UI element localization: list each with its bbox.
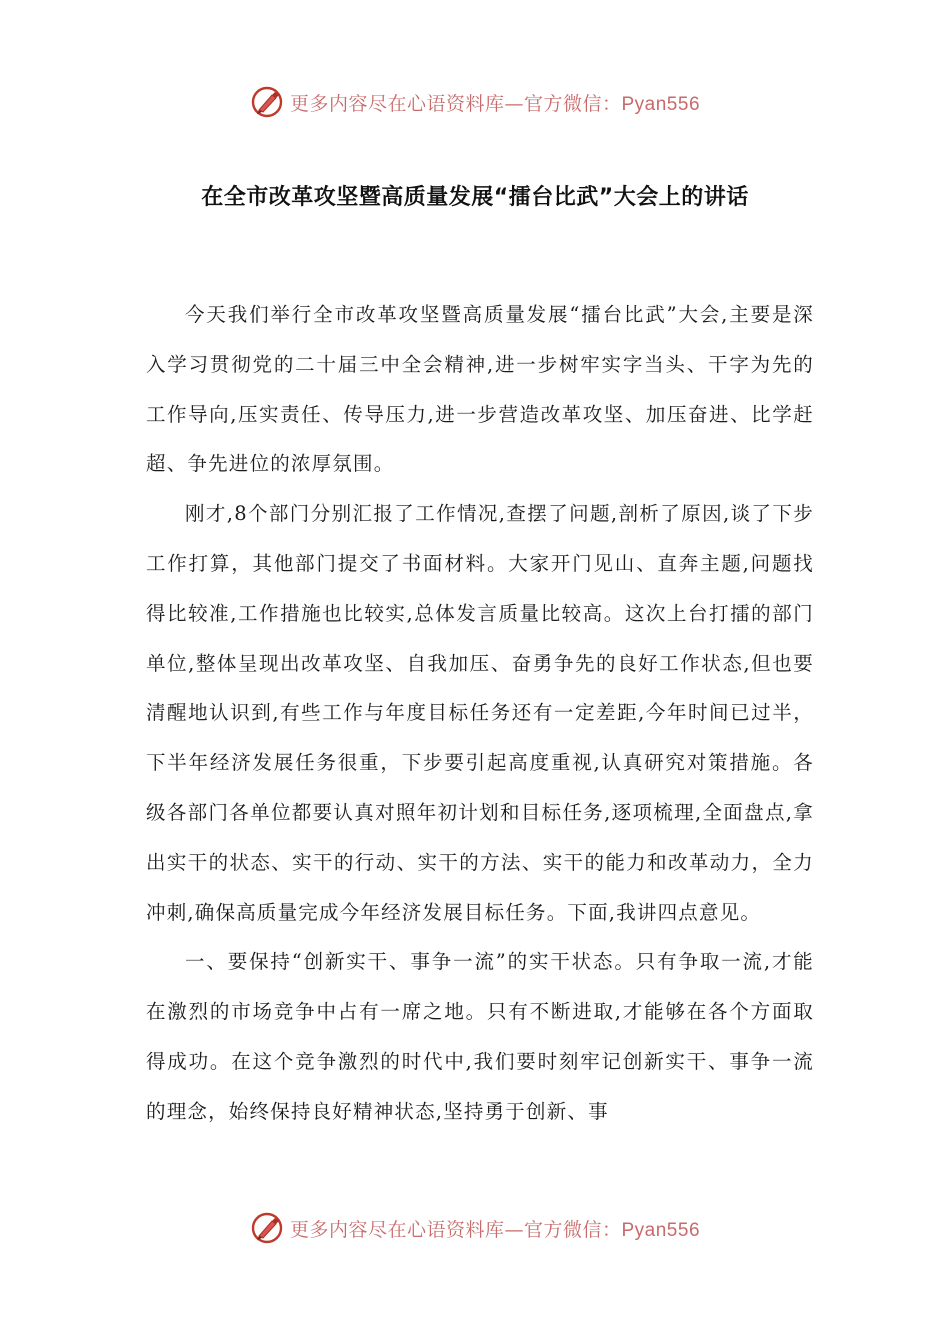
watermark-text: 更多内容尽在心语资料库—官方微信：Pyan556 (289, 1218, 701, 1241)
pen-logo-icon (250, 85, 284, 119)
paragraph: 刚才,8个部门分别汇报了工作情况,查摆了问题,剖析了原因,谈了下步工作打算，其他部门提交了书面材料。大家开门见山、直奔主题,问题找得比较准,工作措施也比较实,总体发言质量比较高。这次上台打擂的部门单位,整体呈现出改革攻坚、自我加压、奋勇争先的良好工作状态,但也要清醒地认识到,有些工作与年度目标任务还有一定差距,今年时间已过半，下半年经济发展任务很重，下步要引起高度重视,认真研究对策措施。各级各部门各单位都要认真对照年初计划和目标任务,逐项梳理,全面盘点,拿出实干的状态、实干的行动、实干的方法、实干的能力和改革动力，全力冲刺,确保高质量完成今年经济发展目标任务。下面,我讲四点意见。 (146, 502, 814, 924)
pen-logo-icon (250, 1211, 284, 1245)
document-body (146, 290, 814, 1137)
document-title: 在全市改革攻坚暨高质量发展“擂台比武”大会上的讲话 (201, 185, 749, 210)
footer-watermark (0, 1208, 950, 1248)
paragraph: 今天我们举行全市改革攻坚暨高质量发展“擂台比武”大会,主要是深入学习贯彻党的二十届三中全会精神,进一步树牢实字当头、干字为先的工作导向,压实责任、传导压力,进一步营造改革攻坚、加压奋进、比学赶超、争先进位的浓厚氛围。 (146, 303, 814, 476)
paragraph: 一、要保持“创新实干、事争一流”的实干状态。只有争取一流,才能在激烈的市场竞争中占有一席之地。只有不断进取,才能够在各个方面取得成功。在这个竞争激烈的时代中,我们要时刻牢记创新实干、事争一流的理念，始终保持良好精神状态,坚持勇于创新、事 (146, 950, 814, 1123)
watermark-text: 更多内容尽在心语资料库—官方微信：Pyan556 (289, 92, 701, 115)
header-watermark (0, 82, 950, 122)
